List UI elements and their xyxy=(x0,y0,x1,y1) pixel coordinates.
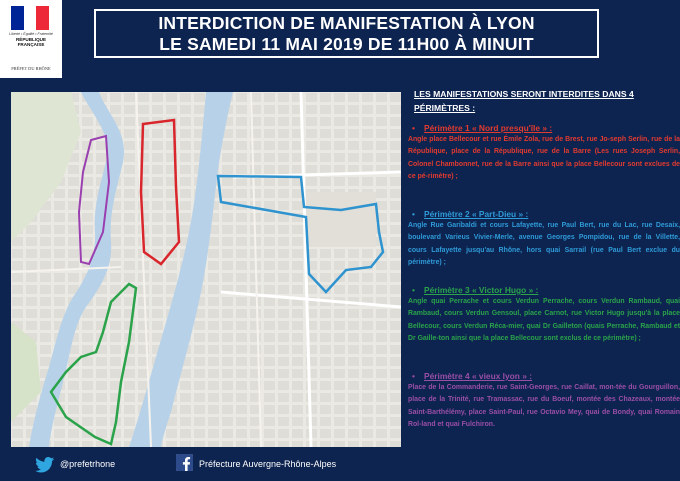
prefecture-logo xyxy=(0,0,62,78)
perimeter-2-text: Angle Rue Garibaldi et cours Lafayette, rue Paul Bert, rue du Lac, rue Desaix, boulevard Varieus Vivier-Merle, avenue Georges Pompidou, rue de la Villette, cours Lafayette jusqu'au Rhône, hors quai Sarrail (rue Paul Bert exclue du périmètre) ; xyxy=(408,222,680,266)
map-canvas xyxy=(11,92,401,447)
perimeter-4: • Périmètre 4 « vieux lyon » : Place de la Commanderie, rue Saint-Georges, rue Caillat, mon-tée du Gourguillon, place de la Trinité, rue Tramassac, rue du Boeuf, montée des Chazeaux, montée Saint-Barthélémy, place Saint-Paul, rue Octavio Mey, quai de Bondy, quai Romain Rol-land et quai Fulchiron. xyxy=(408,370,680,431)
perimeter-1-text: Angle place Bellecour et rue Émile Zola, rue de Brest, rue Jo-seph Serlin, rue de la République, place de la République, rue de la Barre (Les rues Joseph Serlin, Colonel Chambonnet, rue de la Barre ainsi que la place Bellecour sont exclues de ce pé-rimètre) ; xyxy=(408,136,680,180)
perimeter-3-text: Angle quai Perrache et cours Verdun Perrache, cours Verdun Rambaud, quai Rambaud, cours Verdun Gensoul, place Carnot, rue Victor Hugo jusqu'à la place Bellecour, cours Verdun Réca-mier, quai Dr Gailleton (quais Perrache, Rambaud et Dr Gaille-ton ainsi que la place Bellecour sont exclus de ce périmètre) ; xyxy=(408,298,680,342)
title-banner xyxy=(94,9,599,58)
info-panel xyxy=(408,84,680,464)
perimeter-2-label: Périmètre 2 « Part-Dieu » : xyxy=(424,209,529,219)
intro-text: LES MANIFESTATIONS SERONT INTERDITES DANS 4 PÉRIMÈTRES : xyxy=(414,89,634,113)
facebook-glyph xyxy=(176,454,193,471)
perimeter-1-label: Périmètre 1 « Nord presqu'île » : xyxy=(424,123,553,133)
perimeter-2: • Périmètre 2 « Part-Dieu » : Angle Rue Garibaldi et cours Lafayette, rue Paul Bert, rue du Lac, rue Desaix, boulevard Varieus Vivier-Merle, avenue Georges Pompidou, rue de la Villette, cours Lafayette jusqu'au Rhône, hors quai Sarrail (rue Paul Bert exclue du périmètre) ; xyxy=(408,208,680,269)
perimeter-1: • Périmètre 1 « Nord presqu'île » : Angle place Bellecour et rue Émile Zola, rue de Brest, rue Jo-seph Serlin, rue de la République, place de la République, rue de la Barre (Les rues Joseph Serlin, Colonel Chambonnet, rue de la Barre ainsi que la place Bellecour sont exclues de ce pé-rimètre) ; xyxy=(408,122,680,183)
title-line-1: INTERDICTION DE MANIFESTATION À LYON xyxy=(158,13,535,33)
logo-republic: RÉPUBLIQUE FRANÇAISE xyxy=(15,37,47,47)
perimeter-4-label: Périmètre 4 « vieux lyon » : xyxy=(424,371,532,381)
title-line-2: LE SAMEDI 11 MAI 2019 DE 11H00 À MINUIT xyxy=(159,34,534,54)
twitter-handle[interactable]: @prefetrhone xyxy=(60,459,116,469)
twitter-icon[interactable] xyxy=(34,457,56,473)
facebook-page-name[interactable]: Préfecture Auvergne-Rhône-Alpes xyxy=(199,459,337,469)
lyon-map xyxy=(11,92,401,447)
facebook-icon[interactable] xyxy=(176,454,193,471)
french-flag-icon xyxy=(11,6,49,30)
perimeter-3: • Périmètre 3 « Victor Hugo » : Angle quai Perrache et cours Verdun Perrache, cours Verdun Rambaud, quai Rambaud, cours Verdun Gensoul, place Carnot, rue Victor Hugo jusqu'à la place Bellecour, cours Verdun Réca-mier, quai Dr Gailleton (quais Perrache, Rambaud et Dr Gaille-ton ainsi que la place Bellecour sont exclus de ce périmètre) ; xyxy=(408,284,680,345)
logo-prefet: PRÉFET DU RHÔNE xyxy=(11,66,51,71)
logo-motto: Liberté • Égalité • Fraternité xyxy=(9,32,53,36)
map-part-dieu-block xyxy=(306,192,376,247)
perimeter-4-text: Place de la Commanderie, rue Saint-Georges, rue Caillat, mon-tée du Gourguillon, place de la Trinité, rue Tramassac, rue du Boeuf, montée des Chazeaux, montée Saint-Barthélémy, place Saint-Paul, rue Octavio Mey, quai de Bondy, quai Romain Rol-land et quai Fulchiron. xyxy=(408,384,680,428)
perimeter-3-label: Périmètre 3 « Victor Hugo » : xyxy=(424,285,539,295)
